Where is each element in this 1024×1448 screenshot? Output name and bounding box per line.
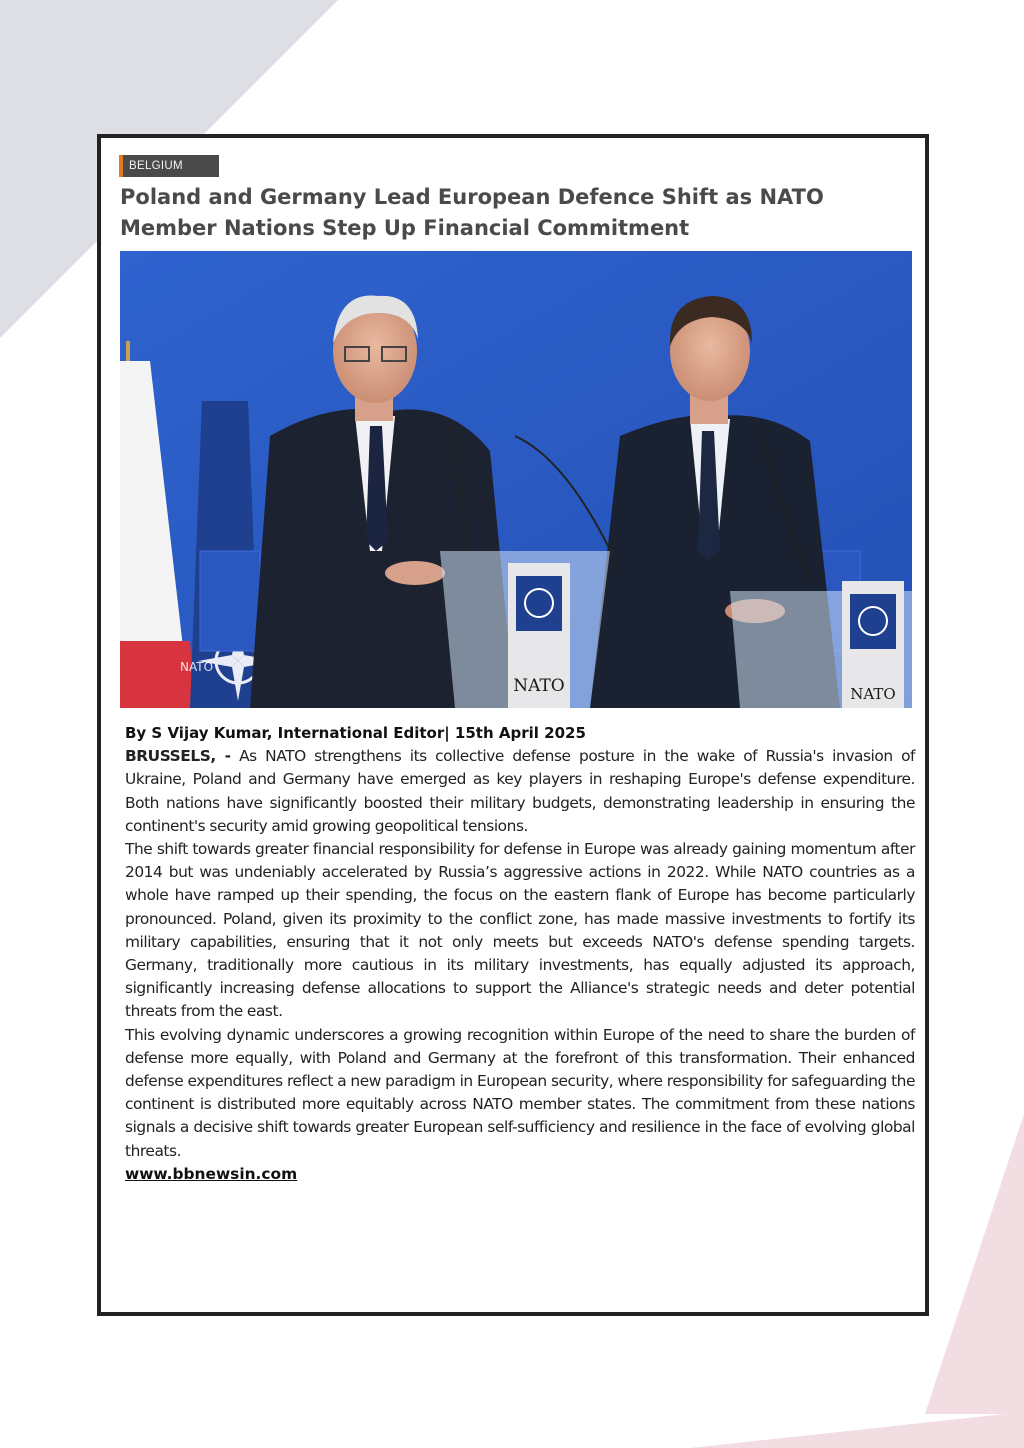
- podium-left: [440, 551, 610, 708]
- podium-right: [730, 581, 912, 708]
- byline: By S Vijay Kumar, International Editor| 15th April 2025: [125, 724, 586, 742]
- category-tag[interactable]: BELGIUM: [119, 155, 219, 177]
- paragraph-2: The shift towards greater financial responsibility for defense in Europe was already gaining momentum after 2014 but was undeniably accelerated by Russia’s aggressive actions in 2022. While NATO countries as a whole have ramped up their spending, the focus on the eastern flank of Europe has become particularly pronounced. Poland, given its proximity to the conflict zone, has made massive investments to fortify its military capabilities, ensuring that it not only meets but exceeds NATO's defense spending targets. Germany, traditionally more cautious in its military investments, has equally adjusted its approach, significantly increasing defense allocations to support the Alliance's strategic needs and deter potential threats from the east.: [125, 840, 915, 1021]
- decor-triangle-bottom-right-inner: [925, 1114, 1024, 1414]
- paragraph-1: [125, 745, 915, 838]
- dateline: BRUSSELS, -: [125, 747, 231, 766]
- paragraph-1-text: As NATO strengthens its collective defense posture in the wake of Russia's invasion of Ukraine, Poland and Germany have emerged as key players in reshaping Europe's defense expenditure. Both nations have significantly boosted their military budgets, demonstrating leadership in ensuring the continent's security amid growing geopolitical tensions.: [125, 747, 916, 835]
- headline: Poland and Germany Lead European Defence Shift as NATO Member Nations Step Up Financial Commitment: [120, 185, 824, 240]
- article-body: [125, 722, 915, 1186]
- article-photo: [120, 251, 912, 708]
- podium-sign-left: NATO: [513, 676, 565, 696]
- podium-sign-right: NATO: [850, 685, 896, 703]
- website-link[interactable]: www.bbnewsin.com: [125, 1164, 298, 1183]
- backdrop-text: NATO: [180, 660, 214, 674]
- article-card: [97, 134, 929, 1316]
- paragraph-3: This evolving dynamic underscores a growing recognition within Europe of the need to share the burden of defense more equally, with Poland and Germany at the forefront of this transformation. Their enhanced defense expenditures reflect a new paradigm in European security, where responsibility for safeguarding the continent is distributed more equitably across NATO member states. The commitment from these nations signals a decisive shift towards greater European self-sufficiency and resilience in the face of evolving global threats.: [125, 1025, 915, 1160]
- decor-triangle-bottom-right: [690, 1412, 1024, 1448]
